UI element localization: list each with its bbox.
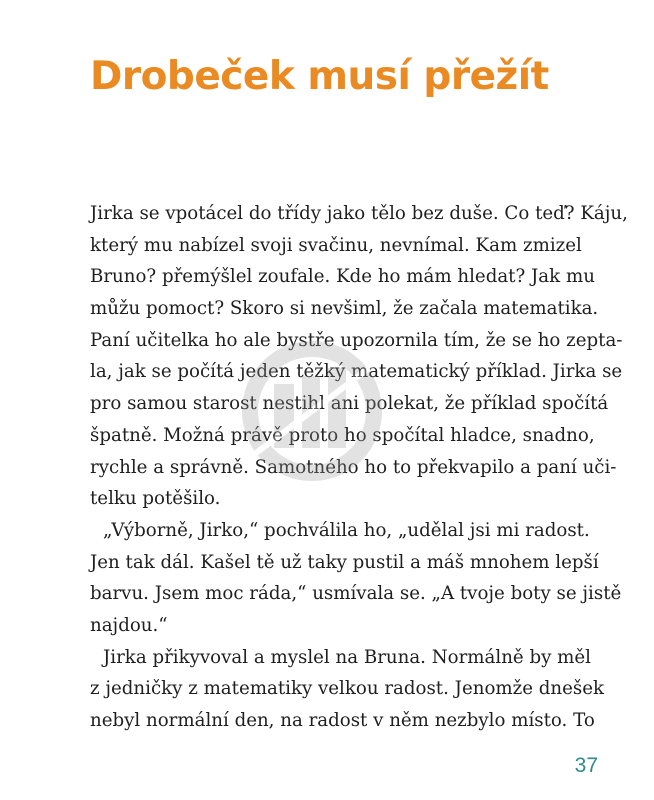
- text-line: Jen tak dál. Kašel tě už taky pustil a máš mnohem lepší: [90, 551, 599, 573]
- text-line: Bruno? přemýšlel zoufale. Kde ho mám hledat? Jak mu: [90, 266, 595, 288]
- page-number: 37: [574, 754, 598, 777]
- text-line: nebyl normální den, na radost v něm nezbylo místo. To: [90, 710, 595, 731]
- text-line: pro samou starost nestihl ani polekat, že příklad spočítá: [90, 393, 609, 415]
- text-line: Paní učitelka ho ale bystře upozornila tím, že se ho zepta-: [90, 329, 623, 351]
- text-line: z jedničky z matematiky velkou radost. Jenomže dnešek: [90, 678, 605, 700]
- text-line: můžu pomoct? Skoro si nevšiml, že začala matematika.: [90, 298, 599, 320]
- text-line: rychle a správně. Samotného ho to překvapilo a paní uči-: [90, 456, 617, 478]
- text-line: la, jak se počítá jeden těžký matematický příklad. Jirka se: [90, 361, 623, 383]
- text-line: Jirka přikyvoval a myslel na Bruna. Normálně by měl: [103, 646, 591, 668]
- text-line: najdou.“: [90, 614, 168, 636]
- chapter-title: Drobeček musí přežít: [90, 54, 549, 99]
- body-text: [90, 198, 628, 737]
- text-line: telku potěšilo.: [90, 488, 221, 510]
- text-line: špatně. Možná právě proto ho spočítal hladce, snadno,: [90, 424, 595, 446]
- text-line: barvu. Jsem moc ráda,“ usmívala se. „A tvoje boty se jistě: [90, 583, 622, 605]
- text-line: „Výborně, Jirko,“ pochválila ho, „udělal jsi mi radost.: [103, 519, 590, 541]
- text-line: který mu nabízel svoji svačinu, nevnímal. Kam zmizel: [90, 234, 582, 256]
- text-line: Jirka se vpotácel do třídy jako tělo bez duše. Co teď? Káju,: [90, 203, 628, 224]
